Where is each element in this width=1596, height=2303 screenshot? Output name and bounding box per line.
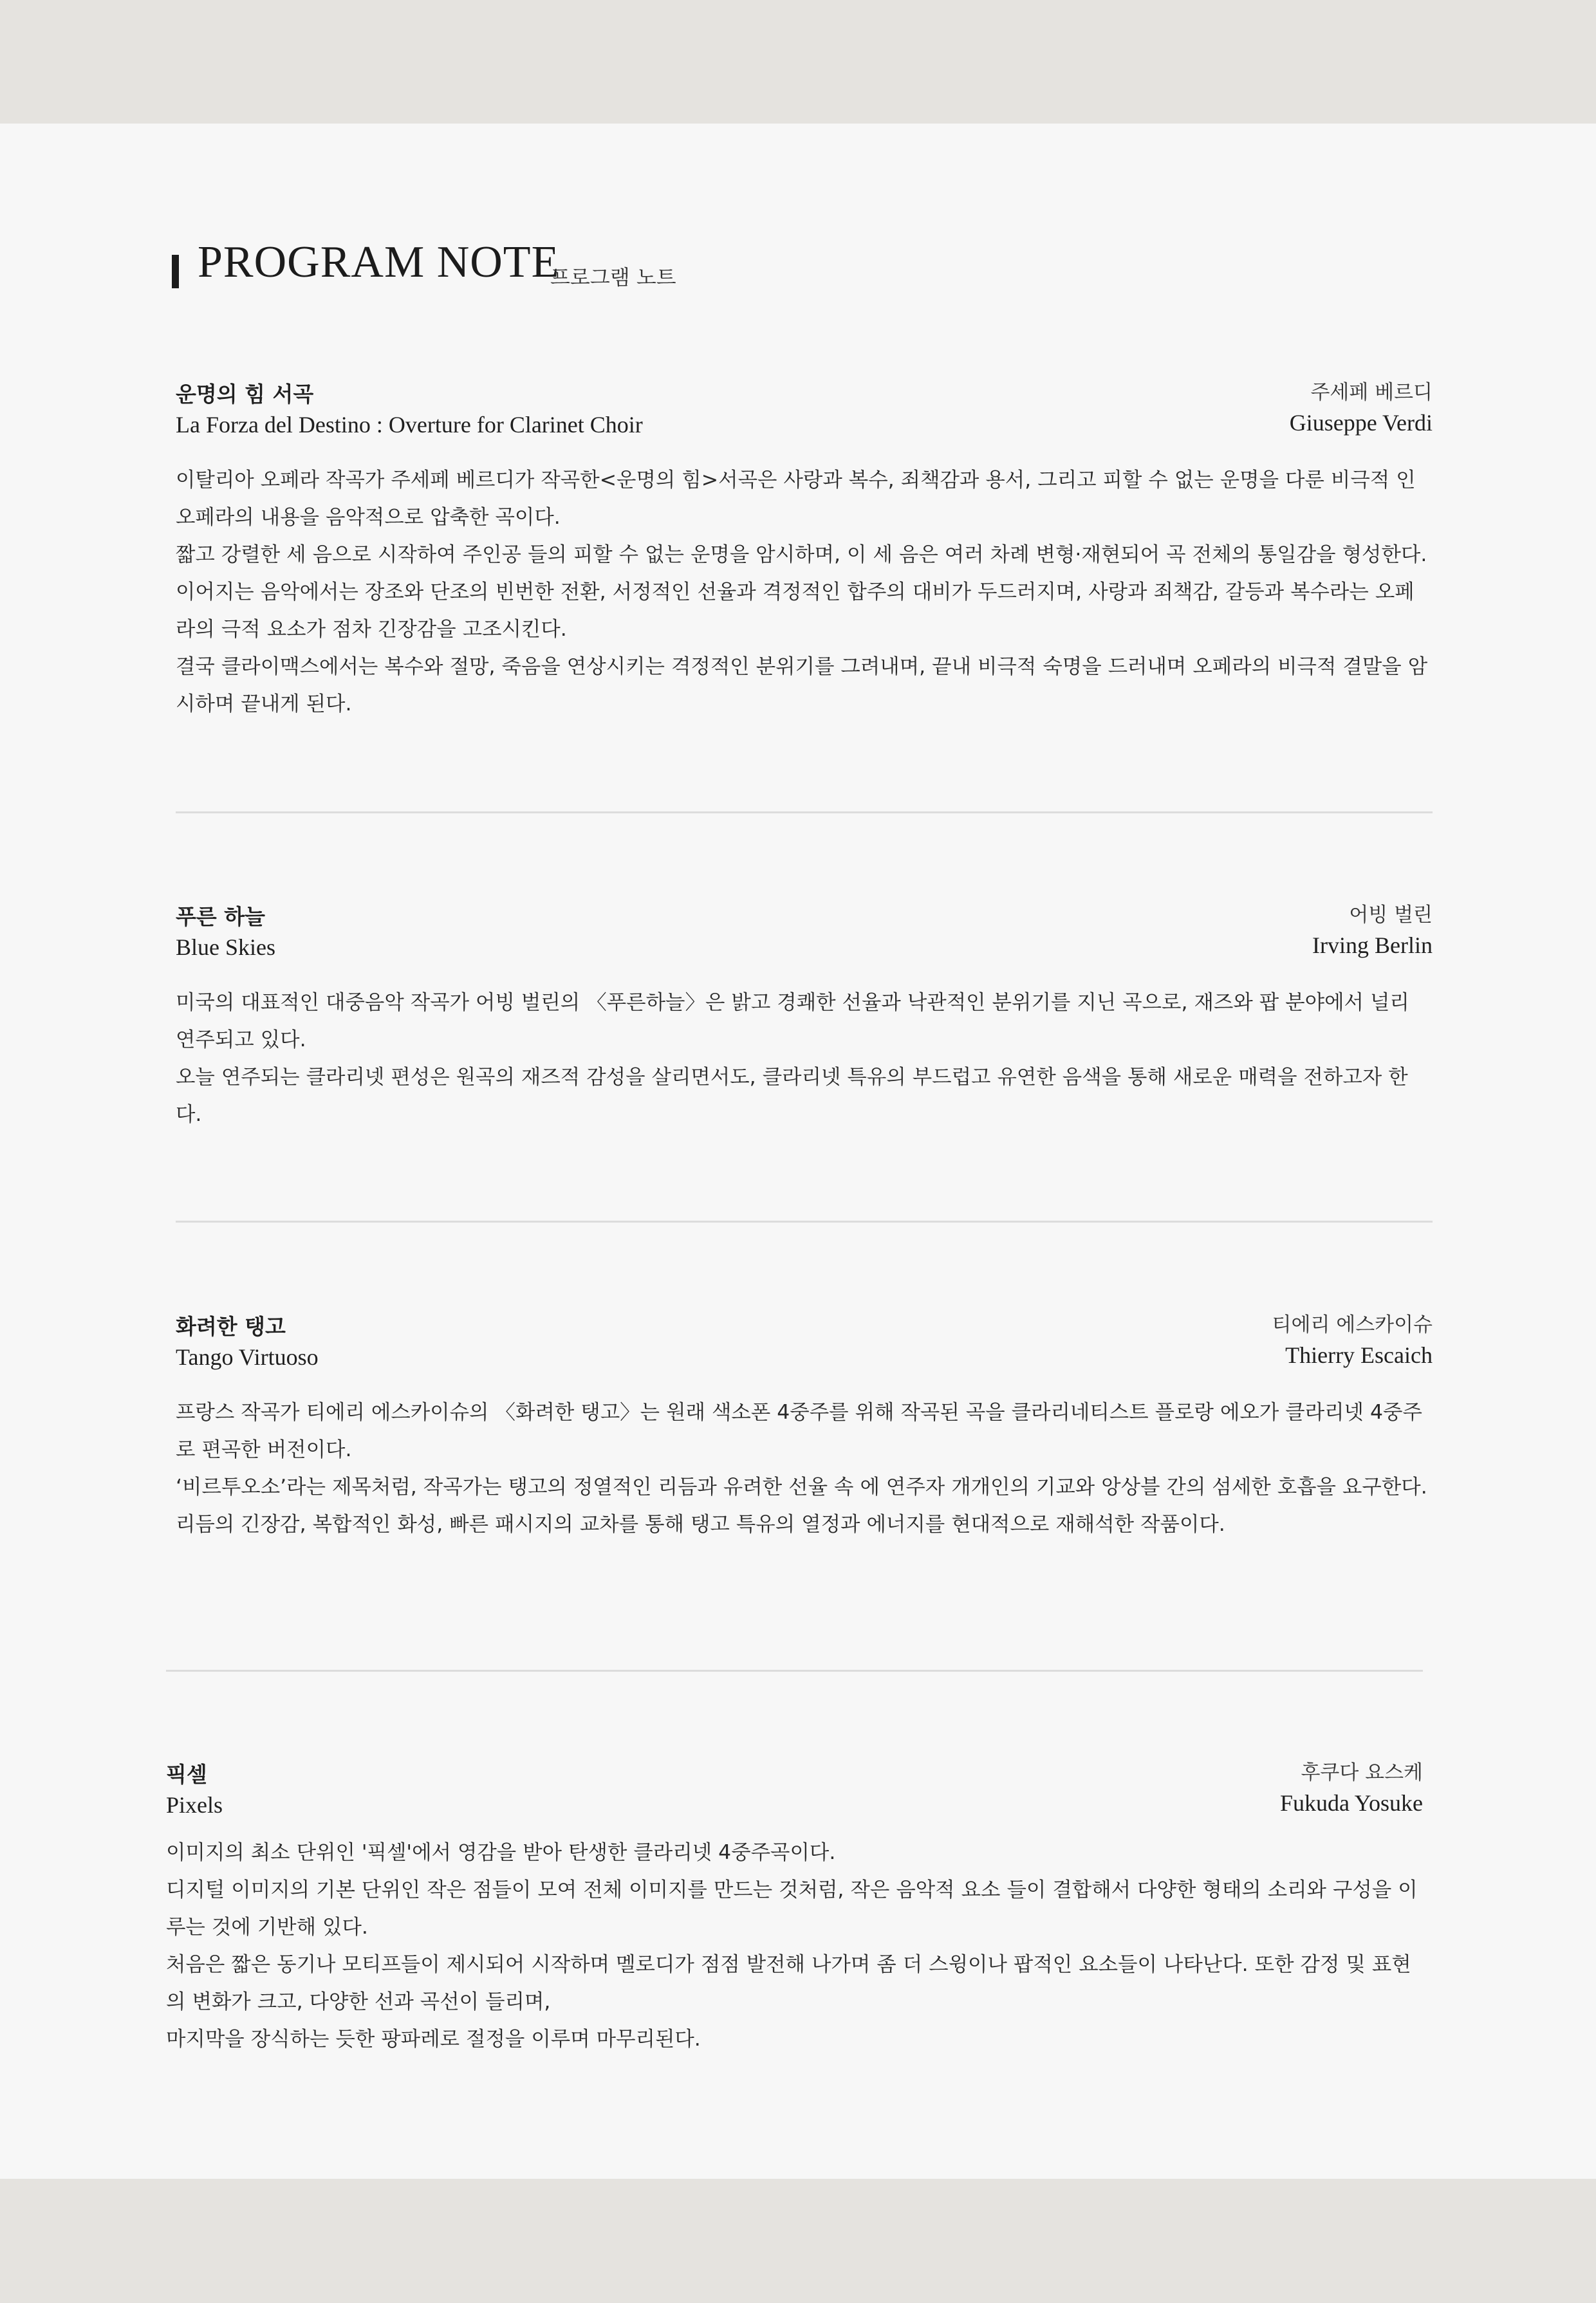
composer-name-kr: 후쿠다 요스케 (1301, 1761, 1423, 1784)
program-item-3 (176, 1310, 1433, 1543)
program-item-2 (176, 900, 1433, 1133)
note-paragraph: 이미지의 최소 단위인 '픽셀'에서 영감을 받아 탄생한 클라리넷 4중주곡이다. (166, 1841, 836, 1864)
note-paragraph: ‘비르투오소’라는 제목처럼, 작곡가는 탱고의 정열적인 리듬과 유려한 선율 속 에 연주자 개개인의 기교와 앙상블 간의 섬세한 호흡을 요구한다. (176, 1475, 1427, 1499)
composer-name-en: Thierry Escaich (1285, 1342, 1433, 1368)
program-item-header (176, 1310, 1433, 1380)
note-paragraph: 마지막을 장식하는 듯한 팡파레로 절정을 이루며 마무리된다. (166, 2028, 701, 2051)
page-title-text: PROGRAM NOTE (198, 237, 560, 287)
program-note-body (176, 1394, 1433, 1543)
program-item-1 (176, 378, 1433, 723)
piece-title-en: Pixels (166, 1792, 223, 1818)
composer-name-en: Giuseppe Verdi (1289, 410, 1433, 436)
piece-title-kr: 운명의 힘 서곡 (176, 382, 314, 407)
note-paragraph: 미국의 대표적인 대중음악 작곡가 어빙 벌린의 〈푸른하늘〉은 밝고 경쾌한 선율과 낙관적인 분위기를 지닌 곡으로, 재즈와 팝 분야에서 널리 연주되고 있다. (176, 991, 1409, 1051)
composer-name-kr: 어빙 벌린 (1349, 903, 1433, 927)
note-paragraph: 짧고 강렬한 세 음으로 시작하여 주인공 들의 피할 수 없는 운명을 암시하며, 이 세 음은 여러 차례 변형·재현되어 곡 전체의 통일감을 형성한다. (176, 543, 1427, 566)
note-paragraph: 프랑스 작곡가 티에리 에스카이슈의 〈화려한 탱고〉는 원래 색소폰 4중주를 위해 작곡된 곡을 클라리네티스트 플로랑 에오가 클라리넷 4중주로 편곡한 버전이다. (176, 1401, 1422, 1461)
composer-name-kr: 주세페 베르디 (1310, 381, 1433, 404)
program-note-body (166, 1834, 1423, 2058)
note-paragraph: 이어지는 음악에서는 장조와 단조의 빈번한 전환, 서정적인 선율과 격정적인 합주의 대비가 두드러지며, 사랑과 죄책감, 갈등과 복수라는 오페라의 극적 요소가 점차 긴장감을 고조시킨다. (176, 580, 1415, 641)
composer-name-en: Irving Berlin (1312, 932, 1433, 958)
piece-title-kr: 푸른 하늘 (176, 904, 266, 929)
piece-title-kr: 픽셀 (166, 1762, 207, 1787)
program-item-header (176, 900, 1433, 970)
program-item-header (176, 378, 1433, 447)
note-paragraph: 디지털 이미지의 기본 단위인 작은 점들이 모여 전체 이미지를 만드는 것처럼, 작은 음악적 요소 들이 결합해서 다양한 형태의 소리와 구성을 이루는 것에 기반해 있다. (166, 1878, 1418, 1939)
note-paragraph: 리듬의 긴장감, 복합적인 화성, 빠른 패시지의 교차를 통해 탱고 특유의 열정과 에너지를 현대적으로 재해석한 작품이다. (176, 1513, 1225, 1536)
program-note-body (176, 461, 1433, 723)
page-subtitle: 프로그램 노트 (550, 265, 676, 290)
section-divider (166, 1670, 1423, 1672)
piece-title-en: Blue Skies (176, 934, 276, 960)
program-page (0, 124, 1596, 2179)
composer-name-en: Fukuda Yosuke (1279, 1790, 1423, 1816)
section-divider (176, 811, 1433, 813)
note-paragraph: 결국 클라이맥스에서는 복수와 절망, 죽음을 연상시키는 격정적인 분위기를 그려내며, 끝내 비극적 숙명을 드러내며 오페라의 비극적 결말을 암시하며 끝내게 된다. (176, 655, 1428, 716)
piece-title-en: Tango Virtuoso (176, 1344, 319, 1370)
note-paragraph: 처음은 짧은 동기나 모티프들이 제시되어 시작하며 멜로디가 점점 발전해 나가며 좀 더 스윙이나 팝적인 요소들이 나타난다. 또한 감정 및 표현의 변화가 크고, 다양한 선과 곡선이 들리며, (166, 1953, 1411, 2013)
note-paragraph: 오늘 연주되는 클라리넷 편성은 원곡의 재즈적 감성을 살리면서도, 클라리넷 특유의 부드럽고 유연한 음색을 통해 새로운 매력을 전하고자 한다. (176, 1066, 1408, 1126)
piece-title-en: La Forza del Destino : Overture for Clarinet Choir (176, 412, 643, 438)
piece-title-kr: 화려한 탱고 (176, 1314, 286, 1339)
section-divider (176, 1221, 1433, 1223)
program-note-body (176, 984, 1433, 1133)
program-item-4 (166, 1758, 1423, 2058)
note-paragraph: 이탈리아 오페라 작곡가 주세페 베르디가 작곡한<운명의 힘>서곡은 사랑과 복수, 죄책감과 용서, 그리고 피할 수 없는 운명을 다룬 비극적 인 오페라의 내용을 음악적으로 압축한 곡이다. (176, 468, 1416, 529)
composer-name-kr: 티에리 에스카이슈 (1272, 1313, 1433, 1336)
title-accent-bar (172, 255, 179, 288)
program-item-header (166, 1758, 1423, 1827)
